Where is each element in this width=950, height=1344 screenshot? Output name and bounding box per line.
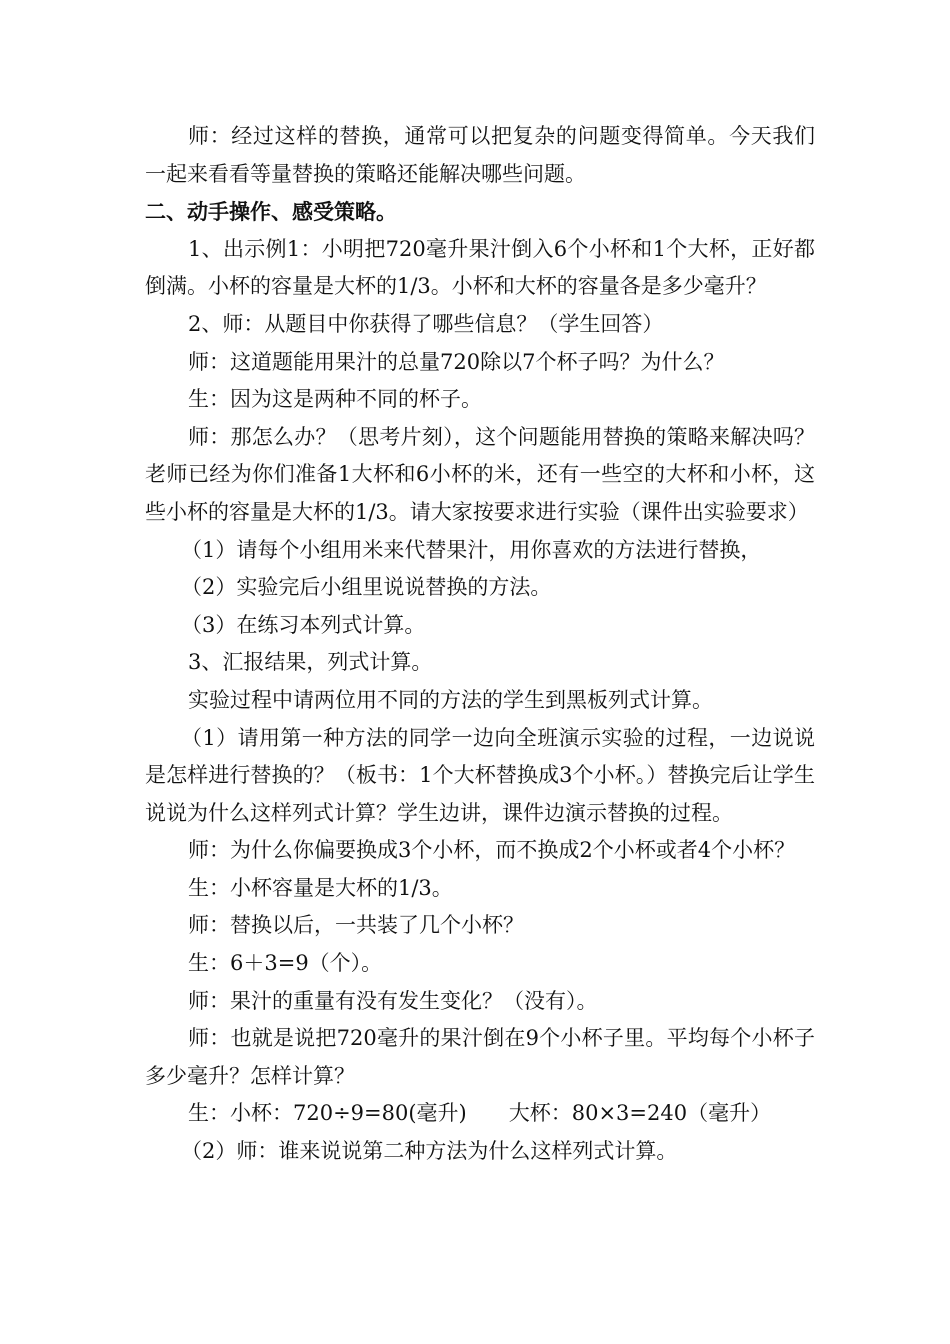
paragraph-teacher-intro: 师：经过这样的替换，通常可以把复杂的问题变得简单。今天我们一起来看看等量替换的策略还能解决哪些问题。 — [145, 124, 815, 186]
list-item-requirement-1: （1）请每个小组用米来代替果汁，用你喜欢的方法进行替换， — [181, 537, 762, 562]
paragraph-student-capacity: 生：小杯容量是大杯的1/3。 — [188, 875, 453, 900]
paragraph-method-1: （1）请用第一种方法的同学一边向全班演示实验的过程，一边说说是怎样进行替换的？（板书：1个大杯替换成3个小杯。）替换完后让学生说说为什么这样列式计算？学生边讲，课件边演示替换的过程。 — [145, 725, 815, 825]
paragraph-student-answer: 生：因为这是两种不同的杯子。 — [188, 387, 482, 412]
paragraph-example-1: 1、出示例1：小明把720毫升果汁倒入6个小杯和1个大杯，正好都倒满。小杯的容量是大杯的1/3。小杯和大杯的容量各是多少毫升？ — [145, 236, 815, 299]
paragraph-method-2: （2）师：谁来说说第二种方法为什么这样列式计算。 — [181, 1139, 678, 1164]
paragraph-teacher-why: 师：为什么你偏要换成3个小杯，而不换成2个小杯或者4个小杯？ — [188, 838, 796, 863]
list-item-requirement-2: （2）实验完后小组里说说替换的方法。 — [181, 575, 552, 600]
paragraph-teacher-weight: 师：果汁的重量有没有发生变化？（没有）。 — [188, 988, 598, 1013]
list-item-requirement-3: （3）在练习本列式计算。 — [181, 612, 426, 637]
paragraph-teacher-average: 师：也就是说把720毫升的果汁倒在9个小杯子里。平均每个小杯子多少毫升？怎样计算？ — [145, 1026, 815, 1088]
paragraph-student-count: 生：6＋3=9（个）。 — [188, 951, 383, 976]
paragraph-teacher-experiment: 师：那怎么办？（思考片刻），这个问题能用替换的策略来解决吗？老师已经为你们准备1大杯和6小杯的米，还有一些空的大杯和小杯，这些小杯的容量是大杯的1/3。请大家按要求进行实验（课件出实验要求） — [145, 424, 815, 524]
paragraph-experiment-process: 实验过程中请两位用不同的方法的学生到黑板列式计算。 — [188, 687, 713, 712]
paragraph-student-calculation: 生：小杯：720÷9=80(毫升) 大杯：80×3=240（毫升） — [188, 1101, 772, 1126]
paragraph-step-2: 2、师：从题目中你获得了哪些信息？（学生回答） — [188, 311, 664, 336]
section-heading: 二、动手操作、感受策略。 — [145, 199, 397, 225]
paragraph-step-3: 3、汇报结果，列式计算。 — [188, 650, 433, 675]
document-body — [145, 118, 815, 1171]
paragraph-teacher-question: 师：这道题能用果汁的总量720除以7个杯子吗？为什么？ — [188, 349, 725, 374]
paragraph-teacher-count: 师：替换以后，一共装了几个小杯？ — [188, 913, 524, 938]
